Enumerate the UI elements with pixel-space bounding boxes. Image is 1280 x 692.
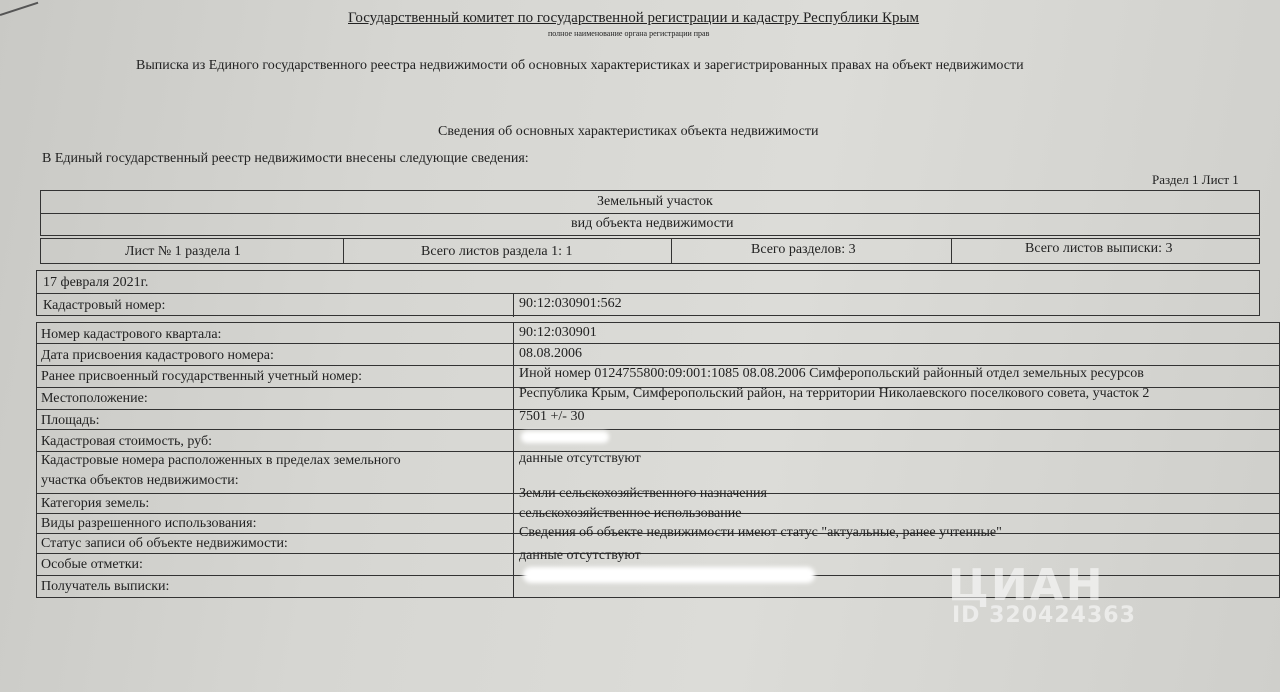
section-title: Сведения об основных характеристиках объекта недвижимости — [438, 124, 819, 139]
object-type-box — [40, 190, 1260, 236]
row-label: Дата присвоения кадастрового номера: — [41, 348, 274, 363]
watermark-id: ID 320424363 — [952, 603, 1136, 628]
cadastral-value: 90:12:030901:562 — [519, 296, 622, 311]
intro-text: В Единый государственный реестр недвижимости внесены следующие сведения: — [42, 151, 529, 166]
row-label: Кадастровые номера расположенных в пределах земельного — [41, 453, 401, 468]
row-label-continued: участка объектов недвижимости: — [41, 473, 239, 488]
row-label: Особые отметки: — [41, 557, 143, 572]
row-label: Получатель выписки: — [41, 579, 170, 594]
date-cadastral-box — [36, 270, 1260, 316]
details-table — [36, 322, 1280, 598]
sheet-reference: Раздел 1 Лист 1 — [1152, 172, 1239, 187]
cadastral-label: Кадастровый номер: — [43, 298, 166, 313]
sheet-info-row — [40, 238, 1260, 264]
row-label: Номер кадастрового квартала: — [41, 327, 222, 342]
object-type-caption: вид объекта недвижимости — [571, 216, 734, 231]
total-extract-sheets: Всего листов выписки: 3 — [1025, 241, 1173, 256]
extract-date: 17 февраля 2021г. — [43, 275, 149, 290]
object-type: Земельный участок — [597, 194, 713, 209]
row-value: Республика Крым, Симферопольский район, на территории Николаевского поселкового совета, участок 2 — [519, 386, 1150, 401]
pen-mark — [0, 2, 38, 16]
sheet-number: Лист № 1 раздела 1 — [125, 244, 241, 259]
row-value: Сведения об объекте недвижимости имеют статус "актуальные, ранее учтенные" — [519, 525, 1002, 540]
row-value: сельскохозяйственное использование — [519, 506, 742, 521]
row-value: 08.08.2006 — [519, 346, 582, 361]
total-sections: Всего разделов: 3 — [751, 242, 856, 257]
agency-name: Государственный комитет по государственной регистрации и кадастру Республики Крым — [348, 10, 920, 26]
row-label: Местоположение: — [41, 391, 148, 406]
row-label: Виды разрешенного использования: — [41, 516, 257, 531]
row-value: Иной номер 0124755800:09:001:1085 08.08.2006 Симферопольский районный отдел земельных ресурсов — [519, 366, 1144, 381]
redacted-value — [521, 431, 609, 443]
row-value: Земли сельскохозяйственного назначения — [519, 486, 767, 501]
row-label: Статус записи об объекте недвижимости: — [41, 536, 288, 551]
row-label: Ранее присвоенный государственный учетный номер: — [41, 369, 363, 384]
row-label: Кадастровая стоимость, руб: — [41, 434, 212, 449]
row-label: Категория земель: — [41, 496, 150, 511]
row-value: 90:12:030901 — [519, 325, 597, 340]
agency-caption: полное наименование органа регистрации прав — [548, 29, 710, 38]
total-section-sheets: Всего листов раздела 1: 1 — [421, 244, 573, 259]
row-value: данные отсутствуют — [519, 451, 641, 466]
row-label: Площадь: — [41, 413, 100, 428]
row-value: данные отсутствуют — [519, 548, 641, 563]
row-value: 7501 +/- 30 — [519, 409, 585, 424]
watermark-brand: ЦИАН — [948, 560, 1105, 611]
extract-title: Выписка из Единого государственного реестра недвижимости об основных характеристиках и зарегистрированных правах на объект недвижимости — [136, 58, 1024, 73]
redacted-value — [523, 567, 815, 583]
